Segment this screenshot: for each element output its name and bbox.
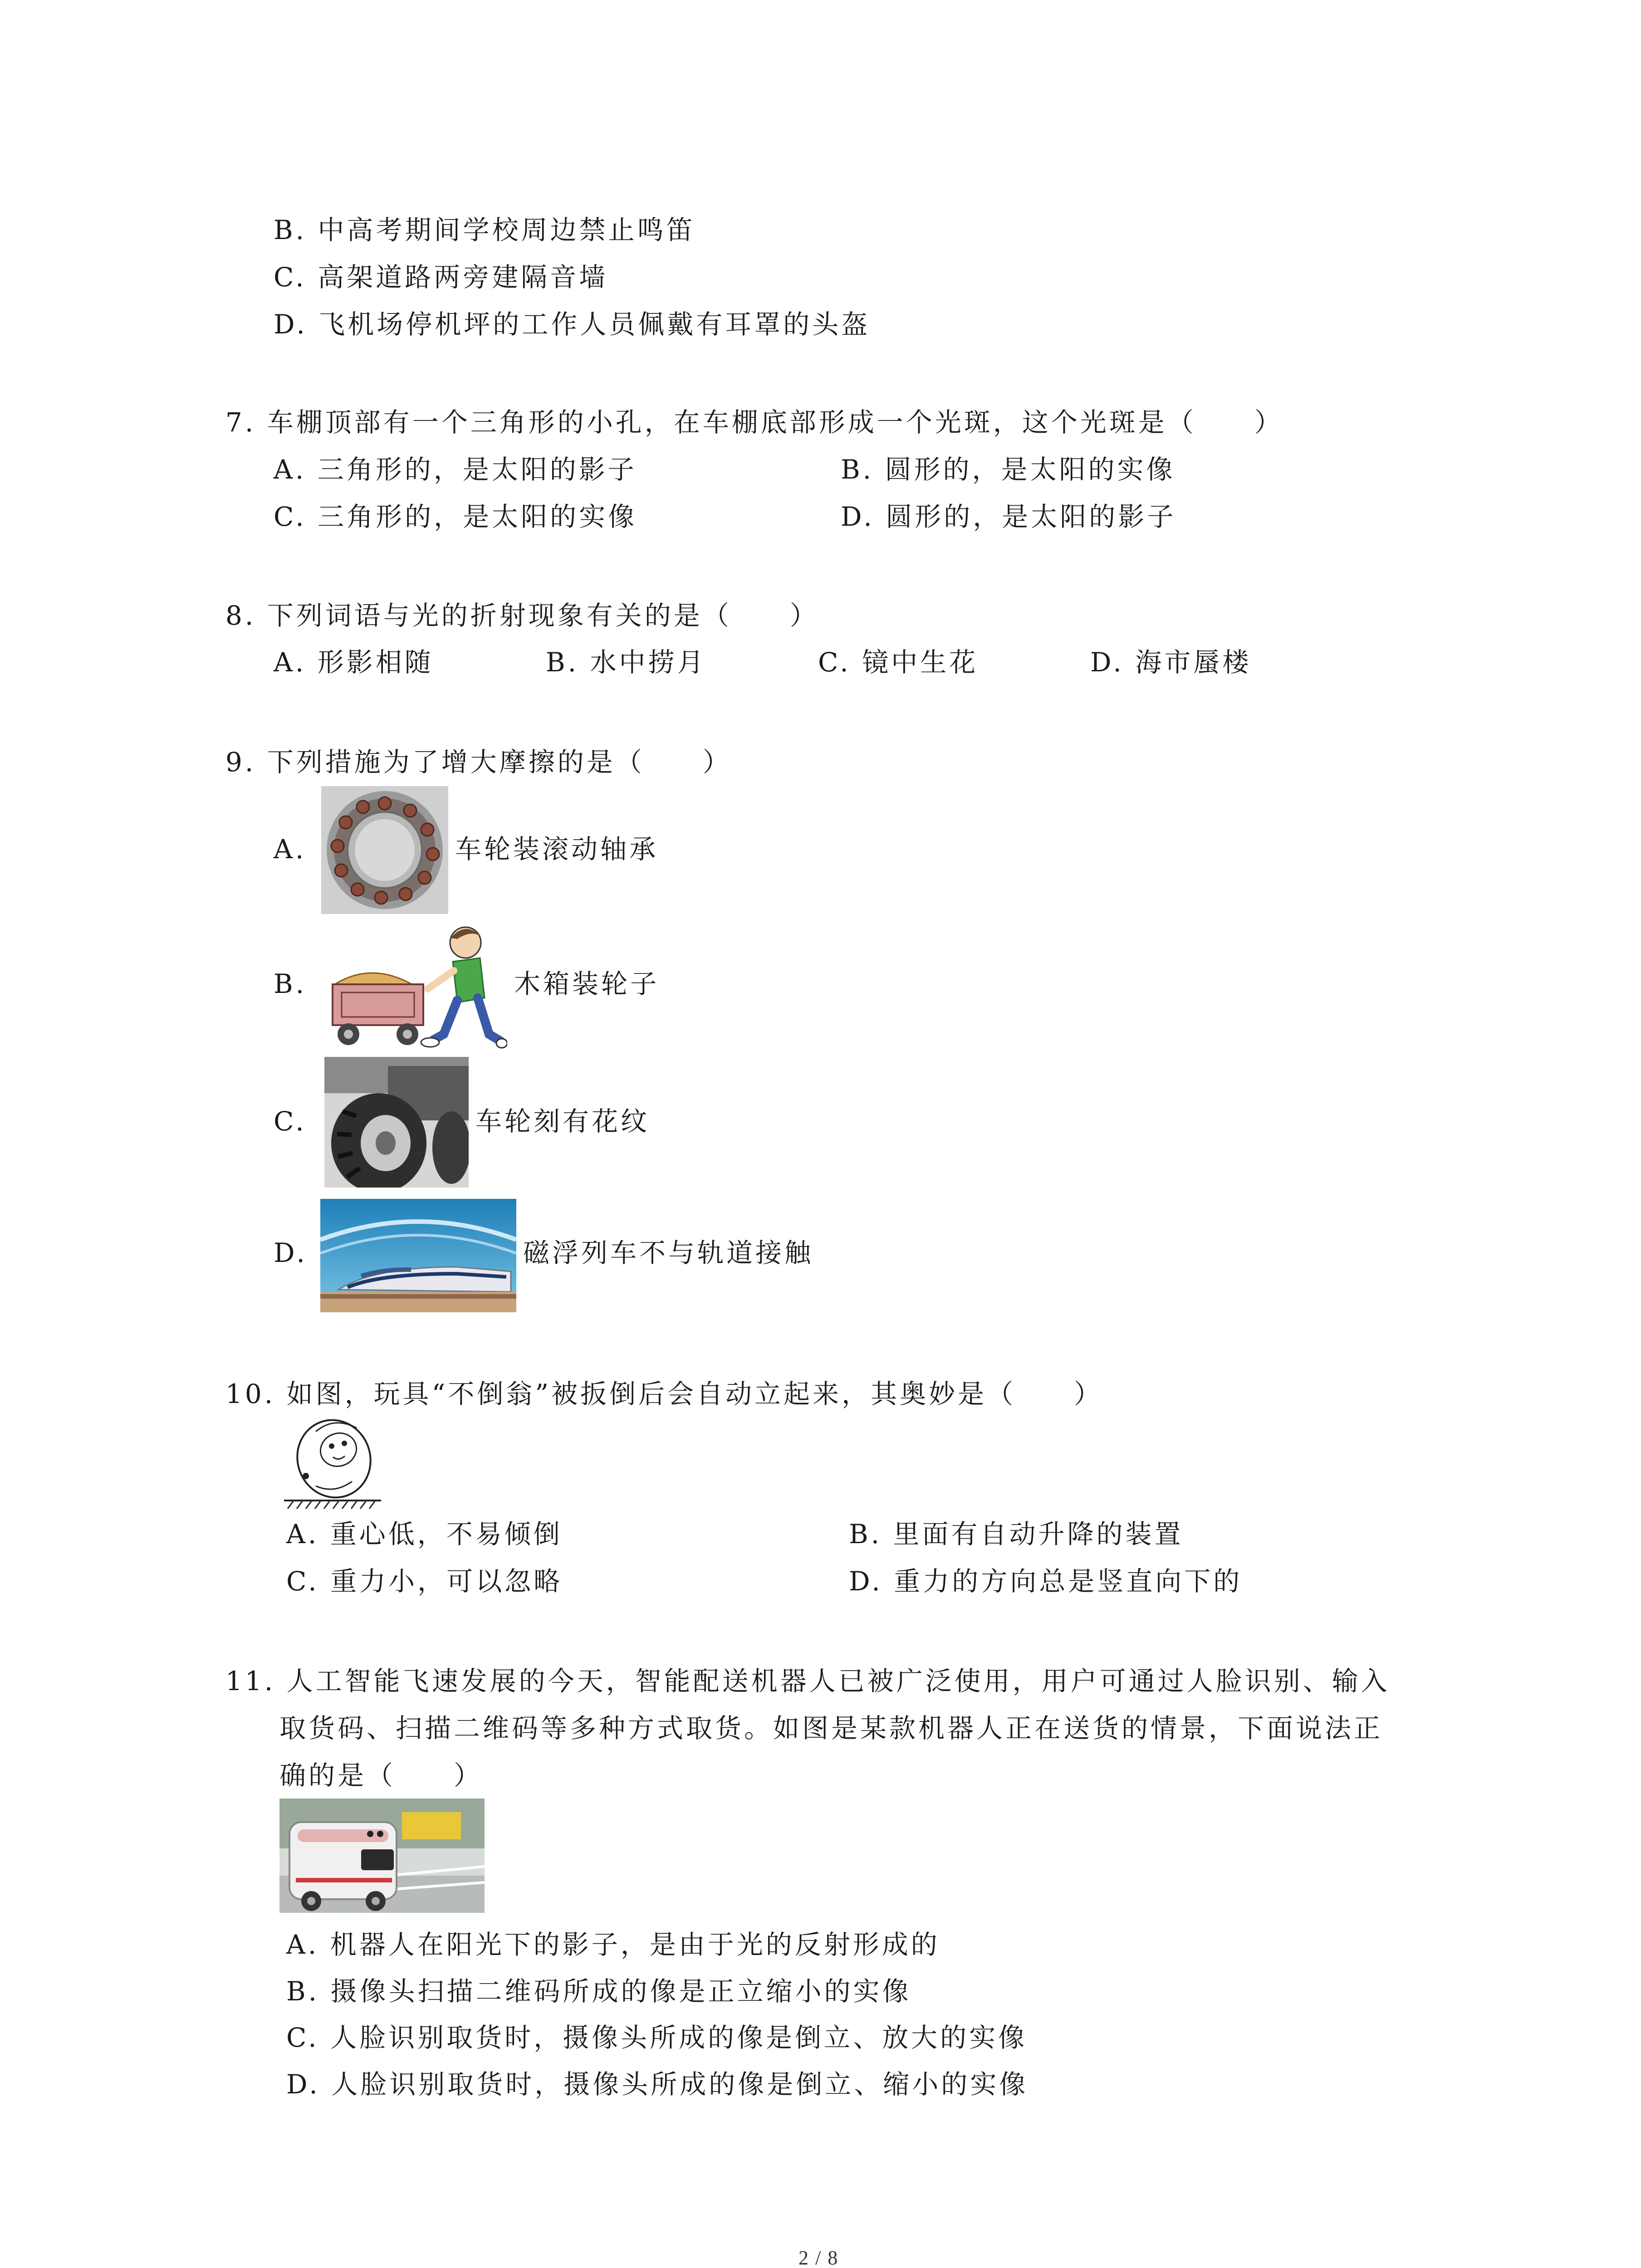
q11-option-b: B. 摄像头扫描二维码所成的像是正立缩小的实像 — [286, 1976, 911, 2007]
q9-stem: 9. 下列措施为了增大摩擦的是（ ） — [225, 747, 732, 777]
q8-option-d: D. 海市蜃楼 — [1090, 647, 1252, 678]
prev-option-d: D. 飞机场停机坪的工作人员佩戴有耳罩的头盔 — [274, 309, 871, 340]
tumbler-toy-image — [284, 1418, 381, 1510]
delivery-robot-image — [279, 1799, 485, 1913]
maglev-train-image — [320, 1199, 516, 1312]
q10-stem: 10. 如图，玩具“不倒翁”被扳倒后会自动立起来，其奥妙是（ ） — [225, 1378, 1103, 1409]
q8-option-c: C. 镜中生花 — [818, 647, 979, 678]
q9-option-a-text: 车轮装滚动轴承 — [455, 834, 659, 865]
q8-stem: 8. 下列词语与光的折射现象有关的是（ ） — [225, 600, 819, 631]
q9-option-c-text: 车轮刻有花纹 — [475, 1106, 650, 1137]
q7-option-d: D. 圆形的，是太阳的影子 — [841, 501, 1176, 532]
q10-option-b: B. 里面有自动升降的装置 — [849, 1519, 1184, 1549]
q10-option-c: C. 重力小，可以忽略 — [286, 1566, 563, 1597]
q10-option-a: A. 重心低，不易倾倒 — [286, 1519, 563, 1549]
boy-pushing-cart-image — [321, 921, 507, 1052]
q11-stem-line-3: 确的是（ ） — [279, 1760, 483, 1791]
q9-option-b-letter: B. — [274, 968, 307, 999]
q7-option-b: B. 圆形的，是太阳的实像 — [841, 454, 1176, 485]
page-number: 2 / 8 — [798, 2247, 839, 2268]
q11-option-d: D. 人脸识别取货时，摄像头所成的像是倒立、缩小的实像 — [286, 2069, 1029, 2100]
bearing-image — [321, 786, 448, 914]
q11-option-a: A. 机器人在阳光下的影子，是由于光的反射形成的 — [286, 1929, 940, 1960]
q8-option-a: A. 形影相随 — [274, 647, 434, 678]
q11-stem-line-1: 11. 人工智能飞速发展的今天，智能配送机器人已被广泛使用，用户可通过人脸识别、输入 — [225, 1666, 1390, 1696]
q7-option-a: A. 三角形的，是太阳的影子 — [274, 454, 637, 485]
q9-option-b-text: 木箱装轮子 — [514, 968, 660, 999]
q8-option-b: B. 水中捞月 — [546, 647, 706, 678]
q11-stem-line-2: 取货码、扫描二维码等多种方式取货。如图是某款机器人正在送货的情景，下面说法正 — [279, 1713, 1383, 1744]
q10-option-d: D. 重力的方向总是竖直向下的 — [849, 1566, 1243, 1597]
q9-option-a-letter: A. — [274, 834, 307, 865]
q7-stem: 7. 车棚顶部有一个三角形的小孔，在车棚底部形成一个光斑，这个光斑是（ ） — [225, 407, 1283, 438]
q7-option-c: C. 三角形的，是太阳的实像 — [274, 501, 637, 532]
q9-option-d-letter: D. — [274, 1237, 308, 1268]
prev-option-c: C. 高架道路两旁建隔音墙 — [274, 262, 608, 293]
tractor-tire-image — [324, 1057, 469, 1188]
q11-option-c: C. 人脸识别取货时，摄像头所成的像是倒立、放大的实像 — [286, 2022, 1028, 2053]
prev-option-b: B. 中高考期间学校周边禁止鸣笛 — [274, 215, 696, 245]
q9-option-d-text: 磁浮列车不与轨道接触 — [523, 1237, 814, 1268]
q9-option-c-letter: C. — [274, 1106, 307, 1137]
